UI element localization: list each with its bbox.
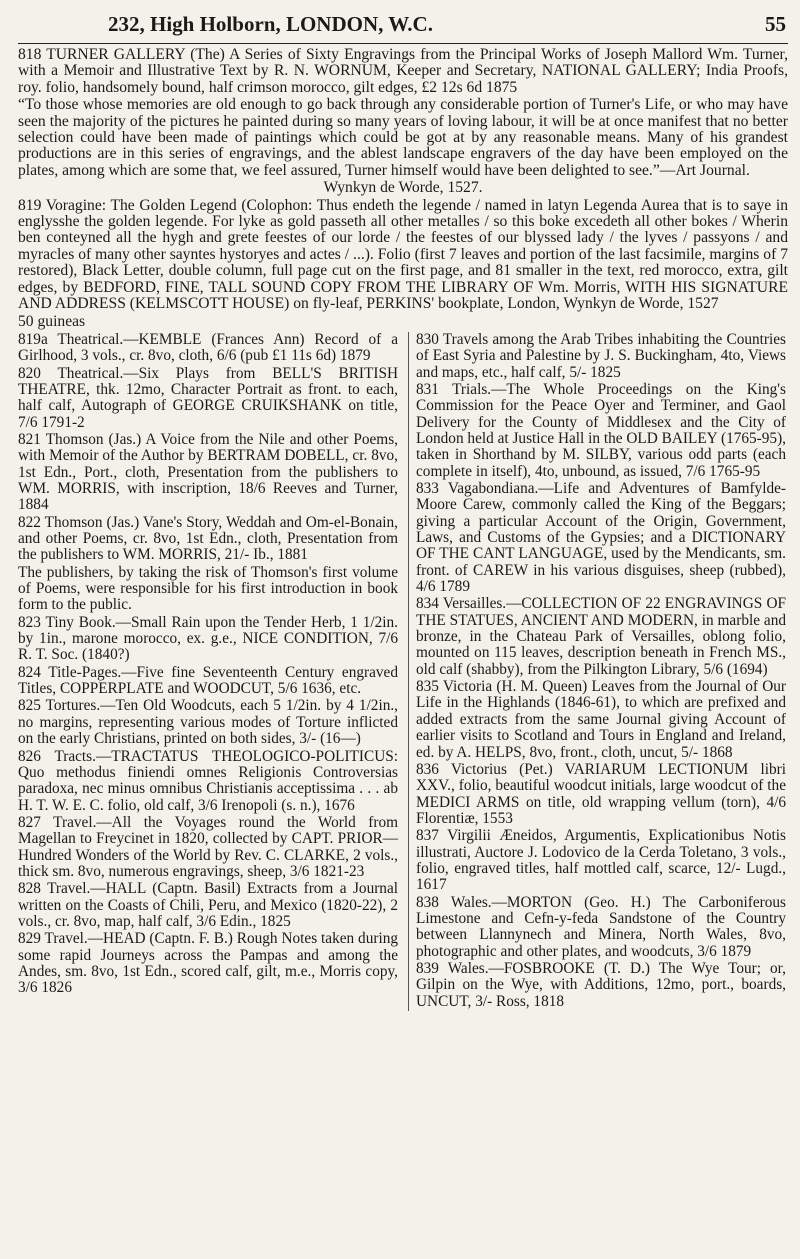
entry-818-quote: “To those whose memories are old enough to go back through any considerable portion of Turner's Life, or who may have seen the majority of the pictures he painted during so many years of loving labour, it will be at once manifest that no better selection could have been made of paintings which could be got at by any reasonable means. Many of his grandest productions are in this series of engravings, and the ablest landscape engravers of the day have been employed on the plates, among which are some that, we feel assured, Turner himself would have been delighted to see.”—Art Journal. xyxy=(18,96,788,179)
full-width-entries xyxy=(18,47,788,330)
page-header xyxy=(18,10,788,42)
entry-821: 821 Thomson (Jas.) A Voice from the Nile and other Poems, with Memoir of the Author by BERTRAM DOBELL, cr. 8vo, 1st Edn., Port., cloth, Presentation from the publishers to WM. MORRIS, with inscription, 18/6 Reeves and Turner, 1884 xyxy=(18,430,398,514)
right-column xyxy=(408,332,786,1011)
two-column-body xyxy=(18,332,788,1011)
entry-823: 823 Tiny Book.—Small Rain upon the Tender Herb, 1 1/2in. by 1in., marone morocco, ex. g.e., NICE CONDITION, 7/6 R. T. Soc. (1840?) xyxy=(18,613,398,664)
entry-826: 826 Tracts.—TRACTATUS THEOLOGICO-POLITICUS: Quo methodus finiendi omnes Religionis Controversias paradoxa, nec minus omnibus Christianis acceptissima . . . ab H. T. W. E. C. folio, old calf, 3/6 Irenopoli (s. n.), 1676 xyxy=(18,747,398,814)
header-rule xyxy=(18,43,788,44)
entry-838: 838 Wales.—MORTON (Geo. H.) The Carboniferous Limestone and Cefn-y-feda Sandstone of the Country between Llannynech and Minera, North Wales, 8vo, photographic and other plates, and woodcuts, 3/6 1879 xyxy=(416,893,786,960)
entry-819-price: 50 guineas xyxy=(18,312,86,330)
entry-819a: 819a Theatrical.—KEMBLE (Frances Ann) Record of a Girlhood, 3 vols., cr. 8vo, cloth, 6/6 (pub £1 11s 6d) 1879 xyxy=(18,330,398,365)
entry-839: 839 Wales.—FOSBROOKE (T. D.) The Wye Tour; or, Gilpin on the Wye, with Additions, 12mo, port., boards, UNCUT, 3/- Ross, 1818 xyxy=(416,959,786,1010)
entry-837: 837 Virgilii Æneidos, Argumentis, Explicationibus Notis illustrati, Auctore J. Lodovico de la Cerda Toletano, 3 vols., folio, engraved titles, half mottled calf, scarce, 12/- Lugd., 1617 xyxy=(416,827,786,894)
running-head: 232, High Holborn, LONDON, W.C. xyxy=(108,12,433,36)
entry-822-note: The publishers, by taking the risk of Thomson's first volume of Poems, were responsible for his first introduction in book form to the public. xyxy=(18,563,398,614)
entry-834: 834 Versailles.—COLLECTION OF 22 ENGRAVINGS OF THE STATUES, ANCIENT AND MODERN, in marble and bronze, in the Chateau Park of Versailles, oblong folio, mounted on 115 leaves, description beneath in French MS., old calf (shabby), from the Pilkington Library, 5/6 (1694) xyxy=(416,595,786,678)
entry-819: 819 Voragine: The Golden Legend (Colophon: Thus endeth the legende / named in latyn Legenda Aurea that is to saye in englysshe the golden legende. For lyke as gold passeth all other metalles / so this boke excedeth all other bokes / Wherin ben conteyned all the hygh and grete feestes of our lorde / the feestes of our blyssed lady / the lyves / passyons / and myracles of many other sayntes hystoryes and actes / ...). Folio (first 7 leaves and portion of the last facsimile, margins of 7 restored), Black Letter, double column, full page cut on the first page, and 81 smaller in the text, red morocco, extra, gilt edges, by BEDFORD, FINE, TALL SOUND COPY FROM THE LIBRARY OF Wm. Morris, WITH HIS SIGNATURE AND ADDRESS (KELMSCOTT HOUSE) on fly-leaf, PERKINS' bookplate, London, Wynkyn de Worde, 1527 xyxy=(18,196,788,313)
entry-824: 824 Title-Pages.—Five fine Seventeenth Century engraved Titles, COPPERPLATE and WOODCUT, 5/6 1636, etc. xyxy=(18,663,398,698)
entry-836: 836 Victorius (Pet.) VARIARUM LECTIONUM libri XXV., folio, beautiful woodcut initials, large woodcut of the MEDICI ARMS on title, old wrapping vellum (torn), 4/6 Florentiæ, 1553 xyxy=(416,760,786,827)
entry-822: 822 Thomson (Jas.) Vane's Story, Weddah and Om-el-Bonain, and other Poems, cr. 8vo, 1st Edn., cloth, Presentation from the publishers to WM. MORRIS, 21/- Ib., 1881 xyxy=(18,513,398,564)
page-number: 55 xyxy=(765,12,786,36)
entry-830: 830 Travels among the Arab Tribes inhabiting the Countries of East Syria and Palestine by J. S. Buckingham, 4to, Views and maps, etc., half calf, 5/- 1825 xyxy=(416,330,786,381)
entry-831: 831 Trials.—The Whole Proceedings on the King's Commission for the Peace Oyer and Terminer, and Gaol Delivery for the County of Middlesex and the City of London held at Justice Hall in the OLD BAILEY (1765-95), taken in Shorthand by M. SILBY, various odd parts (each complete in itself), 4to, unbound, as issued, 7/6 1765-95 xyxy=(416,380,786,480)
entry-820: 820 Theatrical.—Six Plays from BELL'S BRITISH THEATRE, thk. 12mo, Character Portrait as front. to each, half calf, Autograph of GEORGE CRUIKSHANK on title, 7/6 1791-2 xyxy=(18,364,398,431)
left-column xyxy=(18,332,398,1011)
entry-835: 835 Victoria (H. M. Queen) Leaves from the Journal of Our Life in the Highlands (1846-61), to which are prefixed and added extracts from the same Journal giving Account of earlier visits to Scotland and Tours in England and Ireland, ed. by A. HELPS, 8vo, front., cloth, uncut, 5/- 1868 xyxy=(416,678,786,761)
entry-827: 827 Travel.—All the Voyages round the World from Magellan to Freycinet in 1820, collected by CAPT. PRIOR—Hundred Wonders of the World by Rev. C. CLARKE, 2 vols., thick sm. 8vo, numerous engravings, sheep, 3/6 1821-23 xyxy=(18,813,398,880)
entry-818: 818 TURNER GALLERY (The) A Series of Sixty Engravings from the Principal Works of Joseph Mallord Wm. Turner, with a Memoir and Illustrative Text by R. N. WORNUM, Keeper and Secretary, NATIONAL GALLERY; India Proofs, roy. folio, handsomely bound, half crimson morocco, gilt edges, £2 12s 6d 1875 xyxy=(18,46,788,96)
entry-833: 833 Vagabondiana.—Life and Adventures of Bamfylde-Moore Carew, commonly called the King of the Beggars; giving a particular Account of the Origin, Government, Laws, and Customs of the Gypsies; and a DICTIONARY OF THE CANT LANGUAGE, used by the Mendicants, sm. front. of CAREW in his various disguises, sheep (rubbed), 4/6 1789 xyxy=(416,480,786,596)
entry-819-heading: Wynkyn de Worde, 1527. xyxy=(323,179,483,197)
entry-829: 829 Travel.—HEAD (Captn. F. B.) Rough Notes taken during some rapid Journeys across the Pampas and among the Andes, sm. 8vo, 1st Edn., scored calf, gilt, m.e., Morris copy, 3/6 1826 xyxy=(18,930,398,997)
catalogue-page xyxy=(18,10,788,1250)
entry-825: 825 Tortures.—Ten Old Woodcuts, each 5 1/2in. by 4 1/2in., no margins, representing various modes of Torture inflicted on the early Christians, printed on both sides, 3/- (16—) xyxy=(18,697,398,748)
entry-828: 828 Travel.—HALL (Captn. Basil) Extracts from a Journal written on the Coasts of Chili, Peru, and Mexico (1820-22), 2 vols., cr. 8vo, map, half calf, 3/6 Edin., 1825 xyxy=(18,880,398,930)
